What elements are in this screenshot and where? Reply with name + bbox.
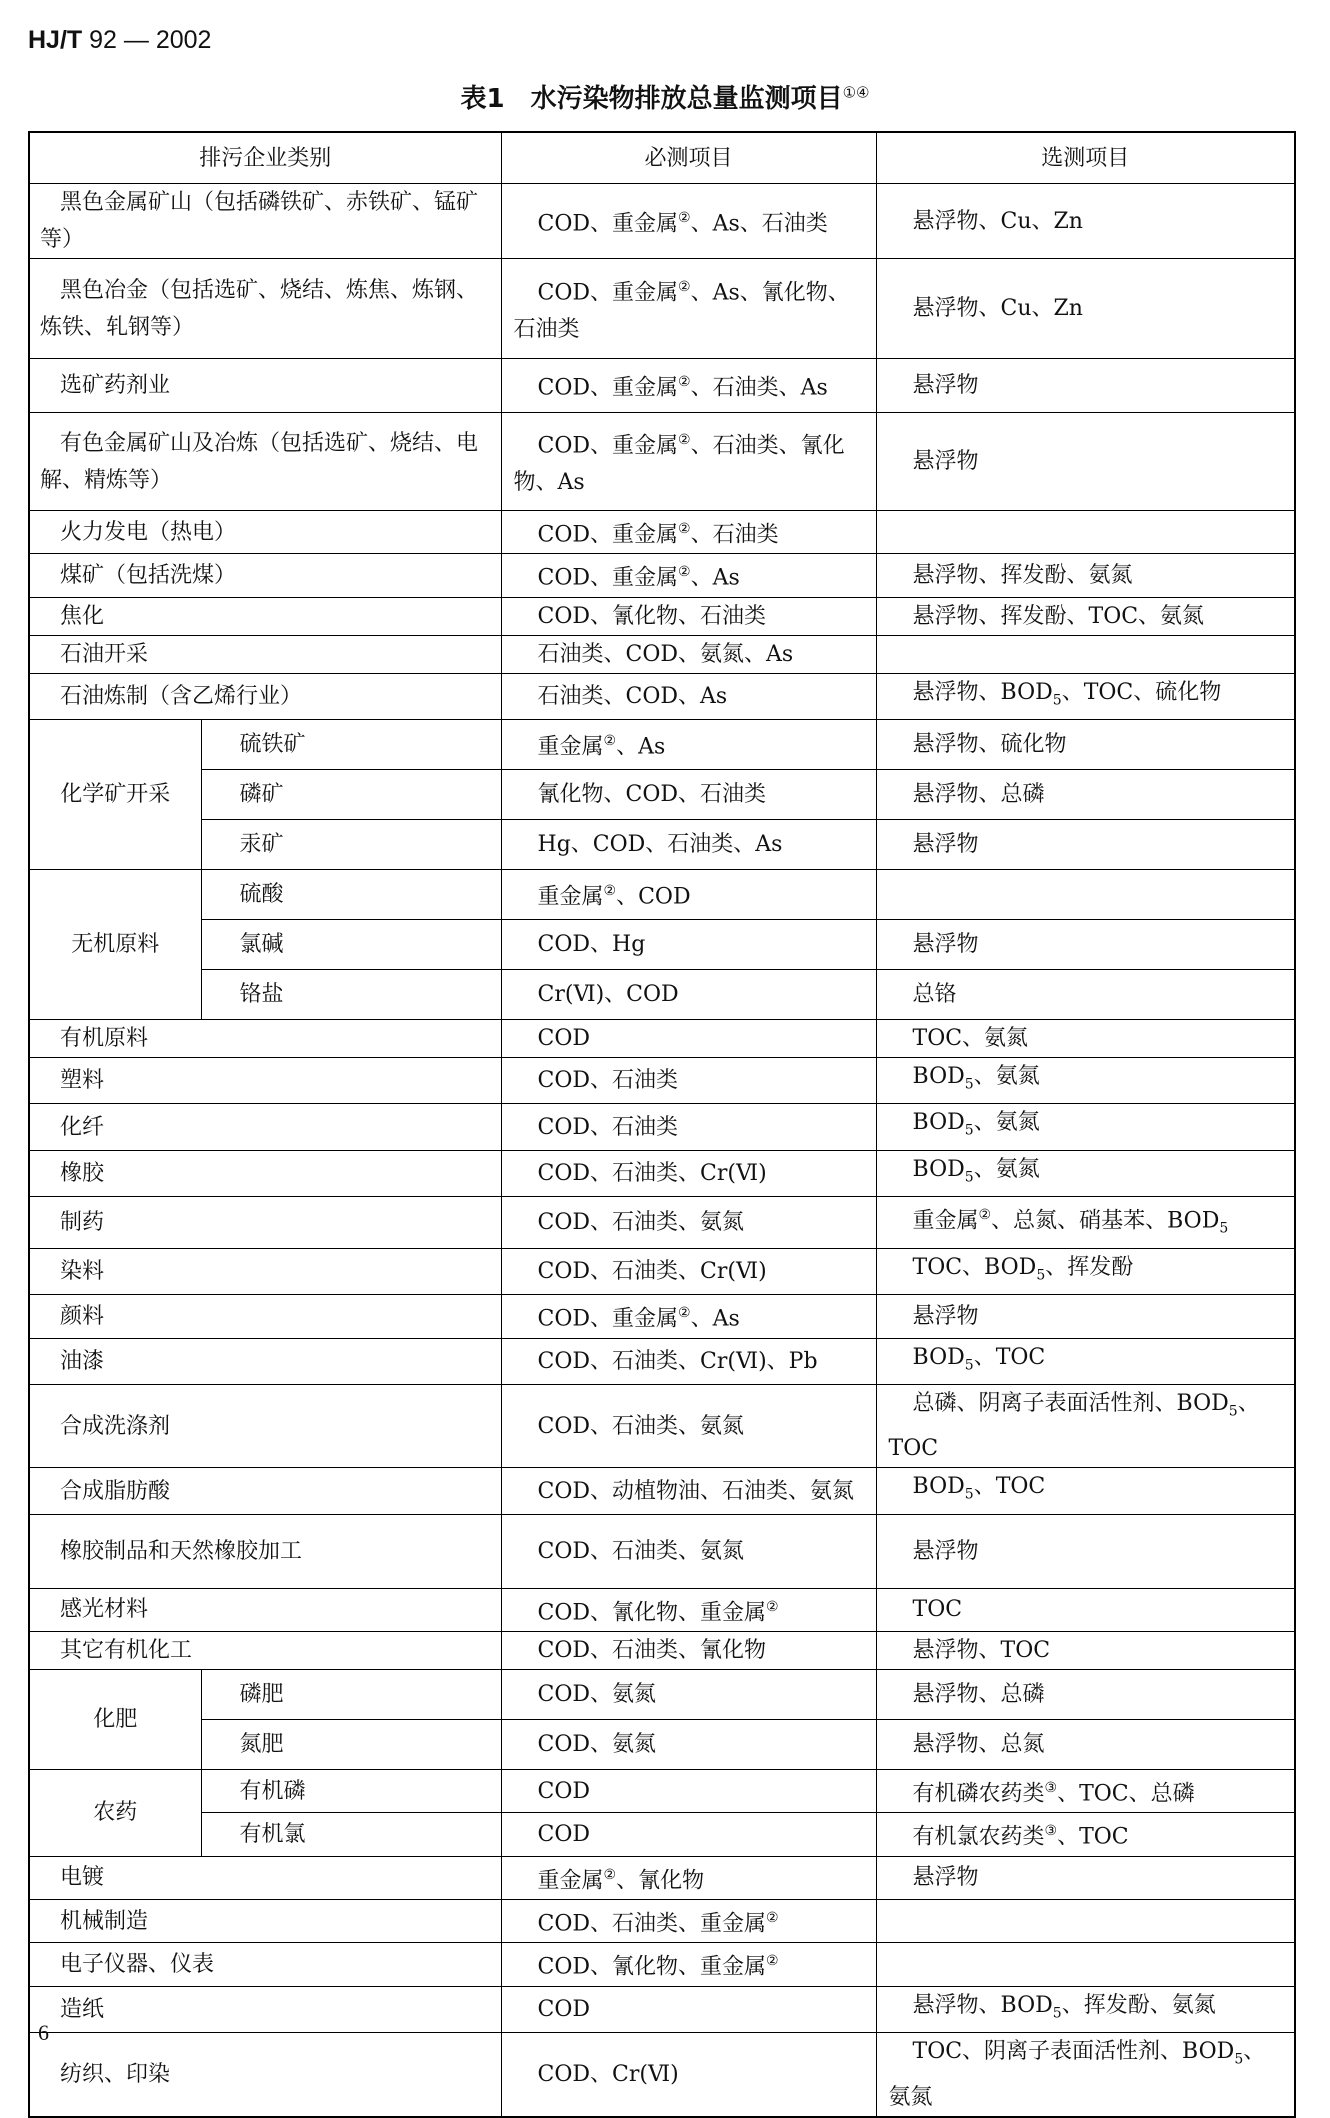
table-row xyxy=(29,970,1295,1020)
subcategory-cell: 磷矿 xyxy=(201,770,501,820)
table-row xyxy=(29,1856,1295,1899)
table-row xyxy=(29,870,1295,920)
subcategory-cell: 磷肥 xyxy=(201,1670,501,1720)
table-row xyxy=(29,1943,1295,1986)
required-items-cell: COD、石油类、氨氮 xyxy=(501,1514,876,1588)
required-items-cell: COD、重金属②、As、氰化物、石油类 xyxy=(501,259,876,359)
required-items-cell: COD、石油类 xyxy=(501,1104,876,1150)
optional-items-cell: 有机磷农药类③、TOC、总磷 xyxy=(876,1770,1295,1813)
subcategory-cell: 氮肥 xyxy=(201,1720,501,1770)
optional-items-cell xyxy=(876,1900,1295,1943)
required-items-cell: COD、氰化物、石油类 xyxy=(501,597,876,635)
optional-items-cell: 重金属②、总氮、硝基苯、$BOD_5$ xyxy=(876,1197,1295,1249)
table-row xyxy=(29,1295,1295,1338)
required-items-cell: COD、重金属②、As、石油类 xyxy=(501,184,876,259)
required-items-cell: COD xyxy=(501,1770,876,1813)
table-header-row xyxy=(29,132,1295,184)
optional-items-cell: 悬浮物 xyxy=(876,820,1295,870)
optional-items-cell: 总磷、阴离子表面活性剂、$BOD_5$、TOC xyxy=(876,1385,1295,1468)
table-row xyxy=(29,1104,1295,1150)
table-row xyxy=(29,1986,1295,2032)
category-cell: 机械制造 xyxy=(29,1900,501,1943)
page-number: 6 xyxy=(38,2020,49,2045)
optional-items-cell: 悬浮物、Cu、Zn xyxy=(876,184,1295,259)
required-items-cell: COD xyxy=(501,1020,876,1058)
subcategory-cell: 硫铁矿 xyxy=(201,720,501,770)
category-cell: 电子仪器、仪表 xyxy=(29,1943,501,1986)
table-row xyxy=(29,920,1295,970)
category-cell: 纺织、印染 xyxy=(29,2033,501,2117)
table-row xyxy=(29,1514,1295,1588)
table-row xyxy=(29,359,1295,413)
category-cell: 有机原料 xyxy=(29,1020,501,1058)
col-header-optional: 选测项目 xyxy=(876,132,1295,184)
optional-items-cell: $BOD_5$、氨氮 xyxy=(876,1150,1295,1196)
required-items-cell: 重金属②、氰化物 xyxy=(501,1856,876,1899)
optional-items-cell xyxy=(876,635,1295,673)
category-cell: 选矿药剂业 xyxy=(29,359,501,413)
required-items-cell: COD、重金属②、石油类 xyxy=(501,511,876,554)
optional-items-cell: 悬浮物 xyxy=(876,1295,1295,1338)
optional-items-cell: TOC、阴离子表面活性剂、$BOD_5$、氨氮 xyxy=(876,2033,1295,2117)
category-cell: 橡胶制品和天然橡胶加工 xyxy=(29,1514,501,1588)
optional-items-cell xyxy=(876,1943,1295,1986)
required-items-cell: COD、氨氮 xyxy=(501,1720,876,1770)
table-row xyxy=(29,184,1295,259)
optional-items-cell: 悬浮物 xyxy=(876,359,1295,413)
optional-items-cell: TOC、$BOD_5$、挥发酚 xyxy=(876,1248,1295,1294)
category-cell: 油漆 xyxy=(29,1338,501,1384)
table-row xyxy=(29,820,1295,870)
required-items-cell: COD、石油类、重金属② xyxy=(501,1900,876,1943)
table-row xyxy=(29,1058,1295,1104)
category-cell: 颜料 xyxy=(29,1295,501,1338)
required-items-cell: COD、石油类、氰化物 xyxy=(501,1632,876,1670)
optional-items-cell: TOC xyxy=(876,1588,1295,1631)
table-row xyxy=(29,511,1295,554)
category-cell: 橡胶 xyxy=(29,1150,501,1196)
category-cell: 石油开采 xyxy=(29,635,501,673)
optional-items-cell: 悬浮物 xyxy=(876,1514,1295,1588)
category-cell: 其它有机化工 xyxy=(29,1632,501,1670)
required-items-cell: COD、Cr(Ⅵ) xyxy=(501,2033,876,2117)
optional-items-cell: 悬浮物、总磷 xyxy=(876,770,1295,820)
category-cell: 黑色金属矿山（包括磷铁矿、赤铁矿、锰矿等） xyxy=(29,184,501,259)
required-items-cell: COD、重金属②、石油类、As xyxy=(501,359,876,413)
optional-items-cell: 悬浮物、挥发酚、氨氮 xyxy=(876,554,1295,597)
optional-items-cell: 悬浮物 xyxy=(876,920,1295,970)
required-items-cell: COD、氰化物、重金属② xyxy=(501,1943,876,1986)
required-items-cell: Cr(Ⅵ)、COD xyxy=(501,970,876,1020)
col-header-required: 必测项目 xyxy=(501,132,876,184)
required-items-cell: COD、动植物油、石油类、氨氮 xyxy=(501,1468,876,1514)
category-cell: 火力发电（热电） xyxy=(29,511,501,554)
table-row xyxy=(29,720,1295,770)
category-cell: 焦化 xyxy=(29,597,501,635)
category-cell: 造纸 xyxy=(29,1986,501,2032)
table-row xyxy=(29,1900,1295,1943)
optional-items-cell: $BOD_5$、氨氮 xyxy=(876,1104,1295,1150)
table-row xyxy=(29,554,1295,597)
required-items-cell: 石油类、COD、As xyxy=(501,673,876,719)
table-row xyxy=(29,2033,1295,2117)
required-items-cell: COD、重金属②、As xyxy=(501,1295,876,1338)
table-row xyxy=(29,1468,1295,1514)
category-group-cell: 化学矿开采 xyxy=(29,720,201,870)
monitoring-items-table xyxy=(28,131,1296,2118)
category-cell: 石油炼制（含乙烯行业） xyxy=(29,673,501,719)
category-cell: 煤矿（包括洗煤） xyxy=(29,554,501,597)
category-cell: 有色金属矿山及冶炼（包括选矿、烧结、电解、精炼等） xyxy=(29,413,501,511)
std-code-prefix: HJ/T xyxy=(28,26,83,54)
table-row xyxy=(29,1150,1295,1196)
required-items-cell: COD、重金属②、石油类、氰化物、As xyxy=(501,413,876,511)
subcategory-cell: 氯碱 xyxy=(201,920,501,970)
required-items-cell: COD、石油类、Cr(Ⅵ) xyxy=(501,1248,876,1294)
category-cell: 电镀 xyxy=(29,1856,501,1899)
category-cell: 黑色冶金（包括选矿、烧结、炼焦、炼钢、炼铁、轧钢等） xyxy=(29,259,501,359)
subcategory-cell: 硫酸 xyxy=(201,870,501,920)
category-cell: 化纤 xyxy=(29,1104,501,1150)
table-row xyxy=(29,1670,1295,1720)
optional-items-cell: $BOD_5$、TOC xyxy=(876,1338,1295,1384)
table-row xyxy=(29,1248,1295,1294)
table-row xyxy=(29,673,1295,719)
category-cell: 染料 xyxy=(29,1248,501,1294)
category-cell: 塑料 xyxy=(29,1058,501,1104)
category-group-cell: 化肥 xyxy=(29,1670,201,1770)
subcategory-cell: 有机磷 xyxy=(201,1770,501,1813)
required-items-cell: COD、氨氮 xyxy=(501,1670,876,1720)
required-items-cell: 重金属②、COD xyxy=(501,870,876,920)
required-items-cell: 石油类、COD、氨氮、As xyxy=(501,635,876,673)
std-code-number: 92 — 2002 xyxy=(89,26,212,54)
table-row xyxy=(29,1588,1295,1631)
optional-items-cell: 悬浮物 xyxy=(876,413,1295,511)
optional-items-cell: $BOD_5$、氨氮 xyxy=(876,1058,1295,1104)
optional-items-cell: 悬浮物、$BOD_5$、挥发酚、氨氮 xyxy=(876,1986,1295,2032)
table-row xyxy=(29,413,1295,511)
category-cell: 感光材料 xyxy=(29,1588,501,1631)
optional-items-cell: 悬浮物、挥发酚、TOC、氨氮 xyxy=(876,597,1295,635)
required-items-cell: COD、Hg xyxy=(501,920,876,970)
category-cell: 制药 xyxy=(29,1197,501,1249)
optional-items-cell xyxy=(876,870,1295,920)
table-row xyxy=(29,770,1295,820)
optional-items-cell: 悬浮物、总磷 xyxy=(876,1670,1295,1720)
optional-items-cell: 悬浮物、TOC xyxy=(876,1632,1295,1670)
required-items-cell: COD、石油类、氨氮 xyxy=(501,1197,876,1249)
table-row xyxy=(29,597,1295,635)
required-items-cell: Hg、COD、石油类、As xyxy=(501,820,876,870)
optional-items-cell: TOC、氨氮 xyxy=(876,1020,1295,1058)
required-items-cell: COD xyxy=(501,1986,876,2032)
required-items-cell: 氰化物、COD、石油类 xyxy=(501,770,876,820)
table-row xyxy=(29,1020,1295,1058)
required-items-cell: COD、石油类 xyxy=(501,1058,876,1104)
table-row xyxy=(29,1338,1295,1384)
subcategory-cell: 有机氯 xyxy=(201,1813,501,1856)
optional-items-cell: $BOD_5$、TOC xyxy=(876,1468,1295,1514)
category-group-cell: 无机原料 xyxy=(29,870,201,1020)
optional-items-cell: 悬浮物、总氮 xyxy=(876,1720,1295,1770)
table-row xyxy=(29,259,1295,359)
table-body xyxy=(29,184,1295,2117)
category-group-cell: 农药 xyxy=(29,1770,201,1857)
required-items-cell: COD、石油类、Cr(Ⅵ)、Pb xyxy=(501,1338,876,1384)
required-items-cell: COD、氰化物、重金属② xyxy=(501,1588,876,1631)
optional-items-cell: 悬浮物、硫化物 xyxy=(876,720,1295,770)
table-row xyxy=(29,1813,1295,1856)
table-row xyxy=(29,1720,1295,1770)
category-cell: 合成脂肪酸 xyxy=(29,1468,501,1514)
required-items-cell: COD、石油类、氨氮 xyxy=(501,1385,876,1468)
optional-items-cell: 悬浮物 xyxy=(876,1856,1295,1899)
required-items-cell: COD、重金属②、As xyxy=(501,554,876,597)
optional-items-cell: 有机氯农药类③、TOC xyxy=(876,1813,1295,1856)
standard-code xyxy=(28,26,211,55)
table-row xyxy=(29,1197,1295,1249)
required-items-cell: COD、石油类、Cr(Ⅵ) xyxy=(501,1150,876,1196)
table-row xyxy=(29,1770,1295,1813)
optional-items-cell: 悬浮物、$BOD_5$、TOC、硫化物 xyxy=(876,673,1295,719)
table-row xyxy=(29,1632,1295,1670)
table-row xyxy=(29,635,1295,673)
category-cell: 合成洗涤剂 xyxy=(29,1385,501,1468)
subcategory-cell: 汞矿 xyxy=(201,820,501,870)
required-items-cell: 重金属②、As xyxy=(501,720,876,770)
required-items-cell: COD xyxy=(501,1813,876,1856)
table-row xyxy=(29,1385,1295,1468)
col-header-category: 排污企业类别 xyxy=(29,132,501,184)
table-title xyxy=(0,78,1330,115)
subcategory-cell: 铬盐 xyxy=(201,970,501,1020)
optional-items-cell: 总铬 xyxy=(876,970,1295,1020)
optional-items-cell: 悬浮物、Cu、Zn xyxy=(876,259,1295,359)
table-title-text: 表1 水污染物排放总量监测项目 xyxy=(460,84,843,114)
optional-items-cell xyxy=(876,511,1295,554)
table-title-note: ①④ xyxy=(842,83,870,102)
